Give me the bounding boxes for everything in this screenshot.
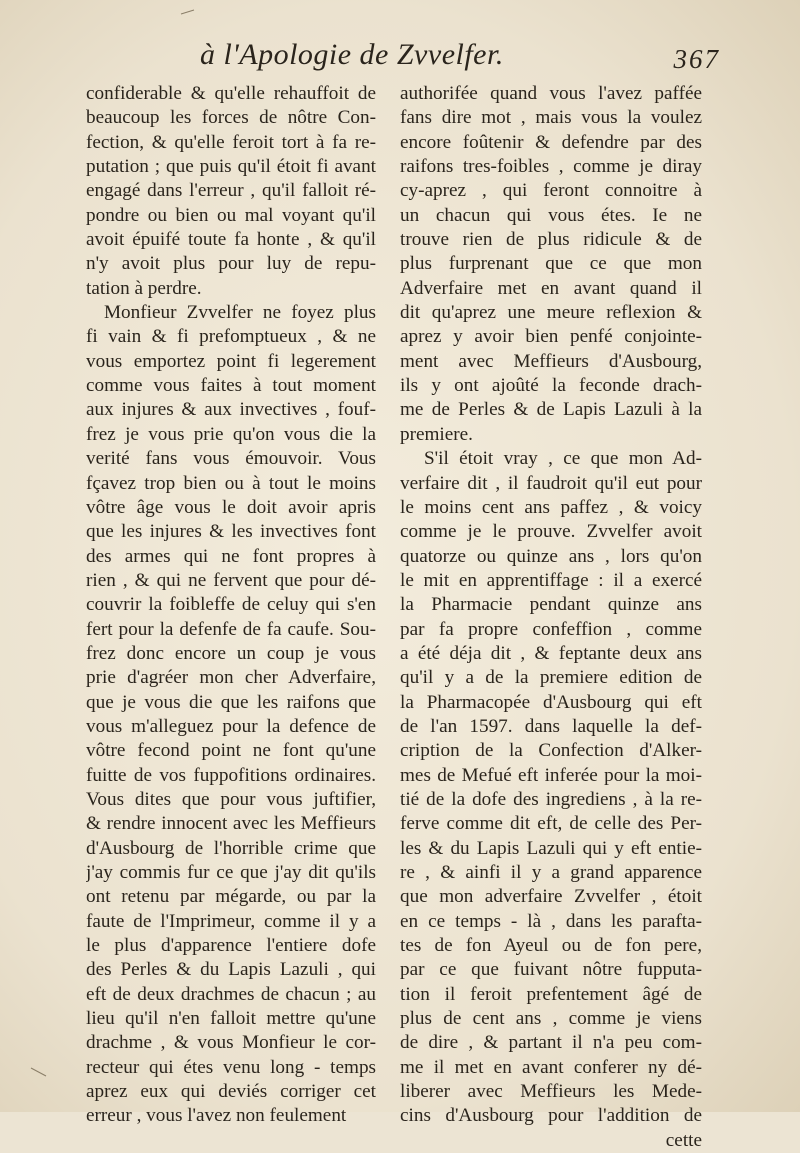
text-line: S'il étoit vray , ce que mon Ad- <box>424 448 702 470</box>
running-title: à l'Apologie de Zvvelfer. <box>200 38 504 71</box>
ink-speck <box>180 6 198 18</box>
text-line: aux injures & aux invectives , fouf- <box>86 399 376 421</box>
text-line: n'y avoit plus pour luy de repu- <box>86 253 376 275</box>
text-line: faute de l'Imprimeur, comme il y a <box>86 910 376 932</box>
text-line: de l'an 1597. dans laquelle la def- <box>400 715 702 737</box>
text-line: verfaire dit , il faudroit qu'il eut pour <box>400 472 702 494</box>
text-line: aprez y avoir bien penfé conjointe- <box>400 326 702 348</box>
text-line: couvrir la foibleffe de celuy qui s'en <box>86 594 376 616</box>
text-line: fi vain & fi prefomptueux , & ne <box>86 326 376 348</box>
text-line: quatorze ou quinze ans , lors qu'on <box>400 545 702 567</box>
text-line: & rendre innocent avec les Meffieurs <box>86 813 376 835</box>
text-line: mes de Mefué eft inferée pour la moi- <box>400 764 702 786</box>
text-line: liberer avec Meffieurs les Mede- <box>400 1081 702 1103</box>
text-line: vous emportez point fi legerement <box>86 350 376 372</box>
text-line: des Perles & du Lapis Lazuli , qui <box>86 959 376 981</box>
text-line: des armes qui ne font propres à <box>86 545 376 567</box>
text-line: re , & ainfi il y a grand apparence <box>400 862 702 883</box>
text-line: beaucoup les forces de nôtre Con- <box>86 107 376 129</box>
text-line: eft de deux drachmes de chacun ; au <box>86 983 376 1005</box>
text-line: par ce que fuivant nôtre fupputa- <box>400 959 702 981</box>
text-line: fuitte de vos fuppofitions ordinaires. <box>86 764 376 786</box>
text-line: frez donc encore un coup je vous <box>86 642 376 664</box>
text-line: la Pharmacie pendant quinze ans <box>400 594 702 616</box>
text-line: cy-aprez , qui feront connoitre à <box>400 180 702 202</box>
ink-speck <box>30 1066 48 1078</box>
text-line: plus furprenant que ce que mon <box>400 253 702 275</box>
text-line: tié de la dofe des ingrediens , à la re- <box>400 788 702 810</box>
text-line: me il met en avant conferer ny dé- <box>400 1056 702 1078</box>
text-line: vôtre fecond point ne font qu'une <box>86 740 376 762</box>
text-line: a été déja dit , & feptante deux ans <box>400 642 702 664</box>
text-line: cette <box>665 1129 702 1151</box>
text-line: Monfieur Zvvelfer ne foyez plus <box>104 302 376 324</box>
text-line: me de Perles & de Lapis Lazuli à la <box>400 399 702 421</box>
text-line: le plus d'apparence l'entiere dofe <box>86 935 376 957</box>
text-line: verité fans vous émouvoir. Vous <box>86 448 376 470</box>
text-line: que je vous die que les raifons que <box>86 691 376 713</box>
text-line: qu'il y a de la premiere edition de <box>400 667 702 689</box>
text-line: dit qu'aprez une meure reflexion & <box>400 302 702 324</box>
text-line: j'ay commis fur ce que j'ay dit qu'ils <box>86 862 376 883</box>
text-line: ont retenu par mégarde, ou par la <box>86 886 376 908</box>
text-line: confiderable & qu'elle rehauffoit de <box>86 83 376 104</box>
text-line: tation à perdre. <box>86 277 202 299</box>
text-line: fert pour la defenfe de fa caufe. Sou- <box>86 618 376 640</box>
text-line: un chacun qui vous étes. Ie ne <box>400 204 702 226</box>
text-line: comme vous faites à tout moment <box>86 375 376 397</box>
text-line: plus de cent ans , comme je viens <box>400 1008 702 1030</box>
text-line: en ce temps - là , dans les parafta- <box>400 910 702 932</box>
text-line: le mit en apprentiffage : il a exercé <box>400 569 702 591</box>
text-line: fection, & qu'elle feroit tort à fa re- <box>86 131 376 153</box>
text-line: que mon adverfaire Zvvelfer , étoit <box>400 886 702 908</box>
text-line: encore foûtenir & defendre par des <box>400 131 702 153</box>
text-line: tes de fon Ayeul ou de fon pere, <box>400 935 702 957</box>
text-line: aprez eux qui deviés corriger cet <box>86 1081 376 1103</box>
text-line: tion il feroit prefentement âgé de <box>400 983 702 1005</box>
text-line: vous m'alleguez pour la defence de <box>86 715 376 737</box>
text-line: erreur , vous l'avez non feulement <box>86 1105 347 1127</box>
text-line: fans dire mot , mais vous la voulez <box>400 107 702 129</box>
text-line: recteur qui étes venu long - temps <box>86 1056 376 1078</box>
text-line: trouve rien de plus ridicule & de <box>400 229 702 251</box>
text-line: ment avec Meffieurs d'Ausbourg, <box>400 350 702 372</box>
text-line: cins d'Ausbourg pour l'addition de <box>400 1105 702 1127</box>
text-line: authorifée quand vous l'avez paffée <box>400 83 702 104</box>
text-line: ferve comme dit eft, de celle des Per- <box>400 813 702 835</box>
text-line: par fa propre confeffion , comme <box>400 618 702 640</box>
left-text-column <box>86 82 376 1129</box>
text-line: drachme , & vous Monfieur le cor- <box>86 1032 376 1054</box>
text-line: de dire , & partant il n'a peu com- <box>400 1032 702 1054</box>
text-line: lieu qu'il n'en falloit mettre qu'une <box>86 1008 376 1030</box>
text-line: premiere. <box>400 423 473 445</box>
text-line: le moins cent ans paffez , & voicy <box>400 496 702 518</box>
text-line: que les injures & les invectives font <box>86 521 376 543</box>
text-line: les & du Lapis Lazuli qui y eft entie- <box>400 837 702 859</box>
text-line: comme je le prouve. Zvvelfer avoit <box>400 521 702 543</box>
text-line: la Pharmacopée d'Ausbourg qui eft <box>400 691 702 713</box>
text-line: frez je vous prie qu'on vous die la <box>86 423 376 445</box>
text-line: raifons tres-foibles , comme je diray <box>400 156 702 178</box>
page-number: 367 <box>673 44 720 74</box>
text-line: Adverfaire met en avant quand il <box>400 277 702 299</box>
page-header <box>200 38 720 82</box>
text-line: engagé dans l'erreur , qu'il falloit ré- <box>86 180 376 202</box>
text-line: pondre ou bien ou mal voyant qu'il <box>86 204 376 226</box>
text-line: d'Ausbourg de l'horrible crime que <box>86 837 376 859</box>
text-line: ils y ont ajoûté la feconde drach- <box>400 375 702 397</box>
text-line: avoit épuifé toute fa honte , & qu'il <box>86 229 376 251</box>
text-line: prie d'agréer mon cher Adverfaire, <box>86 667 376 689</box>
text-line: Vous dites que pour vous juftifier, <box>86 788 376 810</box>
text-line: fçavez trop bien ou à tout le moins <box>86 472 376 494</box>
text-line: cription de la Confection d'Alker- <box>400 740 702 762</box>
text-line: rien , & qui ne fervent que pour dé- <box>86 569 376 591</box>
right-text-column <box>400 82 702 1153</box>
text-line: putation ; que puis qu'il étoit fi avant <box>86 156 376 178</box>
text-line: vôtre âge vous le doit avoir apris <box>86 496 376 518</box>
